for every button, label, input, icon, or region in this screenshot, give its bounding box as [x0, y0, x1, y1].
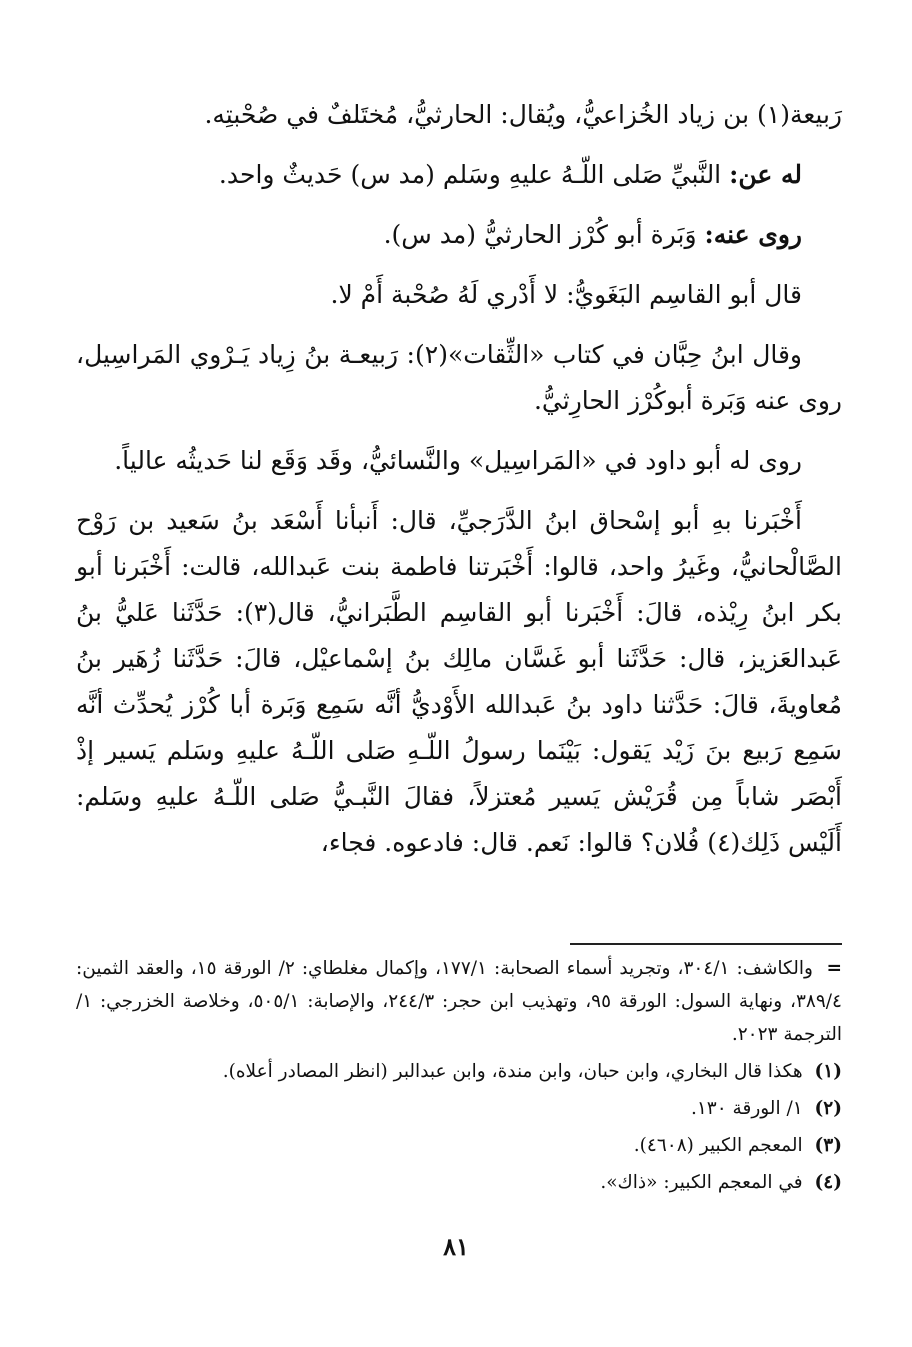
main-text — [76, 92, 842, 880]
paragraph-abu-dawud: روى له أبو داود في «المَراسِيل» والنَّسائيُّ، وقَد وَقَع لنا حَديثُه عالياً. — [114, 446, 802, 475]
footnote-item — [76, 1166, 842, 1199]
paragraph-text: وَبَرة أبو كُرْز الحارثيُّ (مد س). — [383, 220, 697, 249]
continuation-mark: = — [826, 958, 842, 979]
footnote-number: (٤) — [814, 1172, 842, 1193]
paragraph-narrated-from — [76, 152, 842, 198]
paragraph-text: النَّبيِّ صَلى اللّـهُ عليهِ وسَلم (مد س) حَديثٌ واحد. — [218, 160, 722, 189]
footnote-text: هكذا قال البخاري، وابن حبان، وابن مندة، وابن عبدالبر (انظر المصادر أعلاه). — [222, 1061, 803, 1082]
paragraph-baghawi: قال أبو القاسِم البَغَويُّ: لا أَدْري لَهُ صُحْبة أَمْ لا. — [330, 280, 802, 309]
paragraph-isnad: أَخْبَرنا بهِ أبو إسْحاق ابنُ الدَّرَجيِّ، قال: أَنبأنا أَسْعَد بنُ سَعيد بن رَوْح الصَّالْحانيُّ، وغَيرُ واحد، قالوا: أَخْبَرتنا فاطمة بنت عَبدالله، قالت: أَخْبَرنا أبو بكر ابنُ رِيْذه، قالَ: أَخْبَرنا أبو القاسِم الطَّبَرانيُّ، قال(٣): حَدَّثَنا عَليُّ بنُ عَبدالعَزيز، قال: حَدَّثَنا أبو غَسَّان مالِك بنُ إسْماعيْل، قالَ: حَدَّثَنا زُهَير بنُ مُعاويةَ، قالَ: حَدَّثنا داود بنُ عَبدالله الأَوْديُّ أنَّه سَمِع وَبَرة أبا كُرْز يُحدِّث أنَّه سَمِع رَبيع بنَ زَيْد يَقول: بَيْنَما رسولُ اللّـهِ صَلى اللّـهُ عليهِ وسَلم يَسير إذْ أَبْصَر شاباً مِن قُرَيْش يَسير مُعتزلاً، فقالَ النَّبـيُّ صَلى اللّـهُ عليهِ وسَلم: أَلَيْس ذَلِك(٤) فُلان؟ قالوا: نَعم. قال: فادعوه. فجاء، — [76, 506, 843, 857]
lead-label: له عن: — [729, 160, 802, 189]
footnote-text: ١/ الورقة ١٣٠. — [690, 1098, 803, 1119]
footnotes — [76, 952, 842, 1203]
page-number: ٨١ — [443, 1232, 469, 1261]
footnote-text: والكاشف: ٣٠٤/١، وتجريد أسماء الصحابة: ١٧٧/١، وإكمال مغلطاي: ٢/ الورقة ١٥، والعقد الثمين: ٣٨٩/٤، ونهاية السول: الورقة ٩٥، وتهذيب ابن حجر: ٢٤٤/٣، والإصابة: ٥٠٥/١، وخلاصة الخزرجي: ١/ الترجمة ٢٠٢٣. — [76, 958, 842, 1045]
paragraph-ibn-hibban: وقال ابنُ حِبَّان في كتاب «الثِّقات»(٢): رَبيعـة بنُ زِياد يَـرْوي المَراسِيل، روى عنه وَبَرة أبوكُرْز الحارِثيُّ. — [76, 340, 842, 415]
footnote-divider — [570, 943, 842, 945]
paragraph-narrated-by — [76, 212, 842, 258]
footnote-item — [76, 1055, 842, 1088]
paragraph-title-entry: رَبيعة(١) بن زياد الخُزاعيُّ، ويُقال: الحارثيُّ، مُختَلفٌ في صُحْبتِه. — [204, 100, 842, 129]
footnote-item — [76, 1129, 842, 1162]
footnote-item — [76, 1092, 842, 1125]
lead-label: روى عنه: — [704, 220, 802, 249]
footnote-number: (٣) — [814, 1135, 842, 1156]
footnote-text: في المعجم الكبير: «ذاك». — [600, 1172, 803, 1193]
footnote-text: المعجم الكبير (٤٦٠٨). — [633, 1135, 803, 1156]
footnote-number: (٢) — [814, 1098, 842, 1119]
footnote-continuation — [76, 952, 842, 1051]
footnote-number: (١) — [814, 1061, 842, 1082]
